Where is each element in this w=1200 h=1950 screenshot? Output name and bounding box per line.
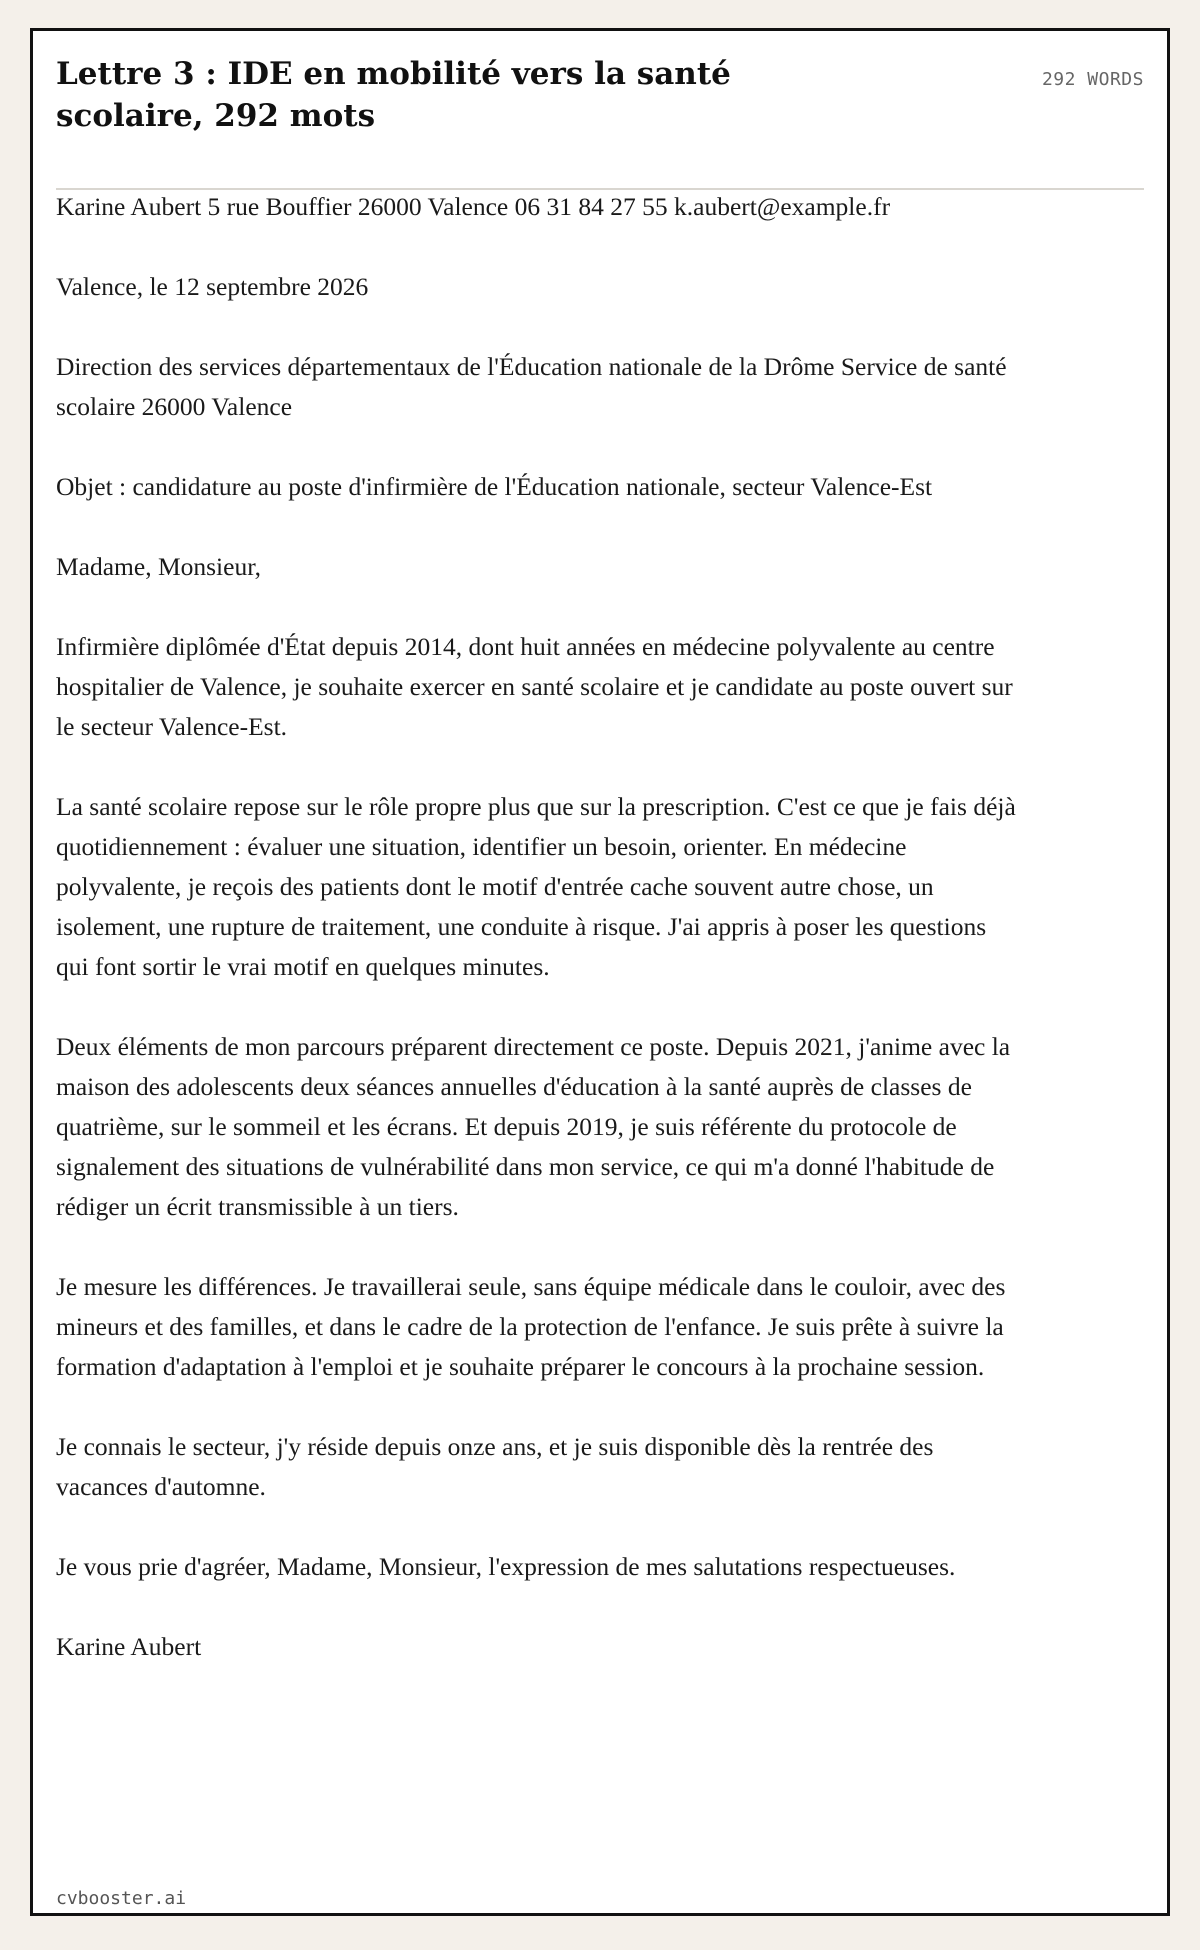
page-title: Lettre 3 : IDE en mobilité vers la santé scolaire, 292 mots	[56, 56, 731, 134]
body-paragraph: Je mesure les différences. Je travaillerai seule, sans équipe médicale dans le couloir, avec des mineurs et des familles, et dans le cadre de la protection de l'enfance. Je suis prête à suivre la formation d'adaptation à l'emploi et je souhaite préparer le concours à la prochaine session.	[56, 1272, 1006, 1381]
sender-block: Karine Aubert 5 rue Bouffier 26000 Valence 06 31 84 27 55 k.aubert@example.fr	[56, 192, 891, 221]
letter-header	[56, 53, 1144, 190]
closing-formula: Je vous prie d'agréer, Madame, Monsieur, l'expression de mes salutations respectueuses.	[56, 1552, 956, 1581]
recipient-block: Direction des services départementaux de l'Éducation nationale de la Drôme Service de santé scolaire 26000 Valence	[56, 352, 1007, 421]
letter-card	[30, 28, 1170, 1916]
salutation: Madame, Monsieur,	[56, 552, 262, 581]
body-paragraph: Je connais le secteur, j'y réside depuis onze ans, et je suis disponible dès la rentrée des vacances d'automne.	[56, 1432, 934, 1501]
signature: Karine Aubert	[56, 1632, 202, 1661]
letter-body	[56, 187, 1016, 1667]
word-count-badge: 292 WORDS	[1041, 69, 1144, 90]
brand-watermark: cvbooster.ai	[56, 1888, 187, 1909]
letter-date: Valence, le 12 septembre 2026	[56, 272, 369, 301]
letter-subject: Objet : candidature au poste d'infirmière de l'Éducation nationale, secteur Valence-Est	[56, 472, 933, 501]
body-paragraph: Deux éléments de mon parcours préparent directement ce poste. Depuis 2021, j'anime avec la maison des adolescents deux séances annuelles d'éducation à la santé auprès de classes de quatrième, sur le sommeil et les écrans. Et depuis 2019, je suis référente du protocole de signalement des situations de vulnérabilité dans mon service, ce qui m'a donné l'habitude de rédiger un écrit transmissible à un tiers.	[56, 1032, 1011, 1221]
body-paragraph: Infirmière diplômée d'État depuis 2014, dont huit années en médecine polyvalente au centre hospitalier de Valence, je souhaite exercer en santé scolaire et je candidate au poste ouvert sur le secteur Valence-Est.	[56, 632, 1013, 741]
body-paragraph: La santé scolaire repose sur le rôle propre plus que sur la prescription. C'est ce que je fais déjà quotidiennement : évaluer une situation, identifier un besoin, orienter. En médecine polyvalente, je reçois des patients dont le motif d'entrée cache souvent autre chose, un isolement, une rupture de traitement, une conduite à risque. J'ai appris à poser les questions qui font sortir le vrai motif en quelques minutes.	[56, 792, 1016, 981]
